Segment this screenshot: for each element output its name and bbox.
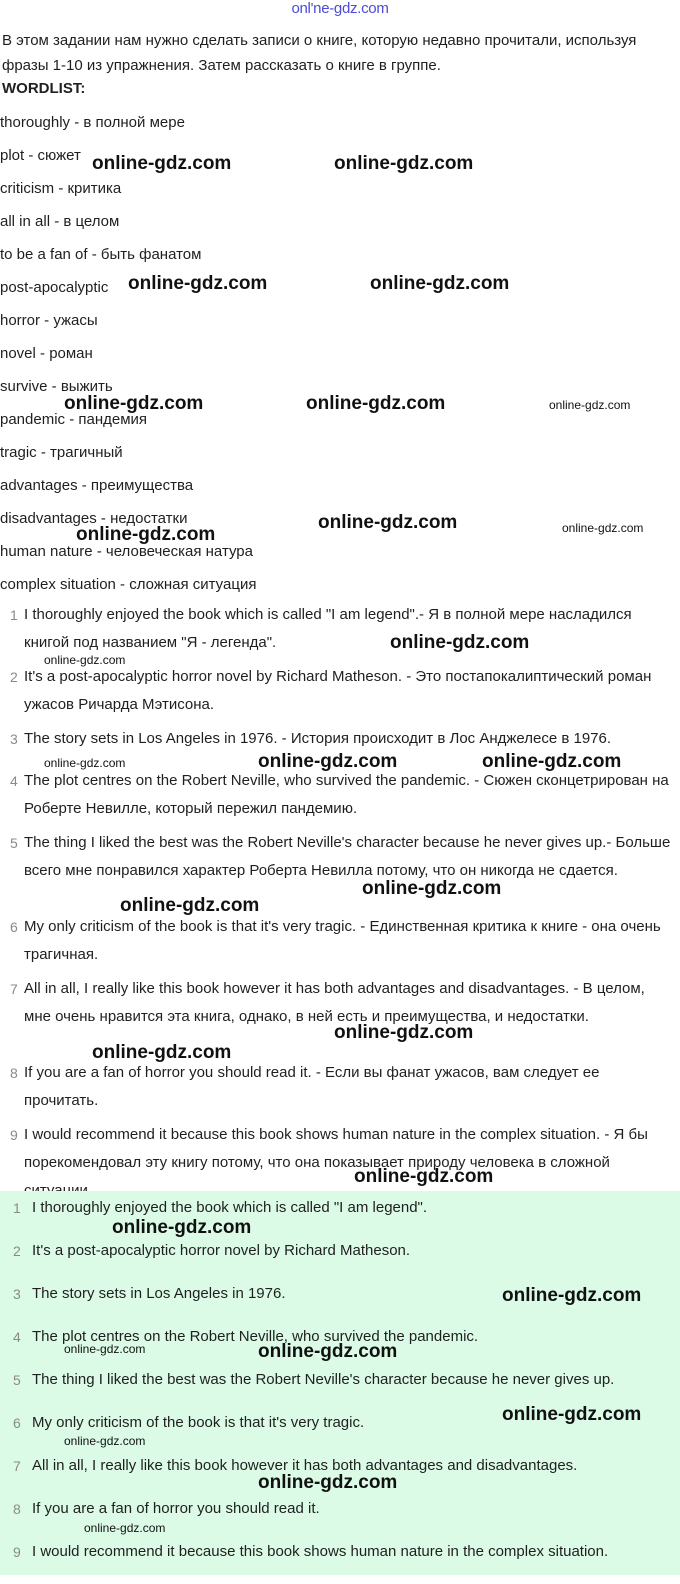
list-item xyxy=(0,1197,680,1240)
item-text: All in all, I really like this book however it has both advantages and disadvantages. - В целом, мне очень нравится эта книга, однако, в ней есть и преимущества, и недостатки. xyxy=(24,980,645,1025)
item-text: The thing I liked the best was the Robert Neville's character because he never gives up.- Больше всего мне понравился характер Роберта Невилла потому, что он никогда не сдается. xyxy=(24,834,671,879)
item-text: If you are a fan of horror you should read it. xyxy=(32,1500,320,1517)
watermark: online-gdz.com xyxy=(334,1022,474,1043)
item-text: The plot centres on the Robert Neville, who survived the pandemic. xyxy=(32,1328,479,1345)
item-number: 8 xyxy=(10,1065,18,1081)
wordlist-item: novel - роман xyxy=(0,345,93,362)
watermark: online-gdz.com xyxy=(258,1472,398,1493)
item-number: 2 xyxy=(13,1243,21,1259)
watermark: online-gdz.com xyxy=(549,398,631,412)
wordlist-item: pandemic - пандемия xyxy=(0,411,148,428)
watermark: online-gdz.com xyxy=(362,878,502,899)
item-number: 7 xyxy=(10,981,18,997)
watermark: online-gdz.com xyxy=(334,153,474,174)
wordlist-item: complex situation - сложная ситуация xyxy=(0,576,257,593)
watermark: online-gdz.com xyxy=(84,1521,166,1535)
watermark: online-gdz.com xyxy=(370,273,510,294)
wordlist-item: human nature - человеческая натура xyxy=(0,543,253,560)
item-number: 8 xyxy=(13,1501,21,1517)
wordlist-item: criticism - критика xyxy=(0,180,122,197)
item-text: It's a post-apocalyptic horror novel by Richard Matheson. - Это постапокалиптический роман ужасов Ричарда Мэтисона. xyxy=(24,668,652,713)
item-text: I thoroughly enjoyed the book which is called "I am legend". xyxy=(32,1199,428,1216)
list-item xyxy=(0,1121,680,1191)
item-text: The thing I liked the best was the Robert Neville's character because he never gives up. xyxy=(32,1371,615,1388)
wordlist-item: survive - выжить xyxy=(0,378,113,395)
wordlist-item: disadvantages - недостатки xyxy=(0,510,188,527)
item-number: 3 xyxy=(10,731,18,747)
watermark: online-gdz.com xyxy=(76,524,216,545)
list-item xyxy=(0,913,680,975)
item-number: 6 xyxy=(10,919,18,935)
item-number: 1 xyxy=(10,607,18,623)
item-number: 4 xyxy=(10,773,18,789)
task-description: В этом задании нам нужно сделать записи о книге, которую недавно прочитали, используя фразы 1-10 из упражнения. Затем рассказать о книге в группе. xyxy=(2,32,637,74)
item-text: It's a post-apocalyptic horror novel by Richard Matheson. xyxy=(32,1242,411,1259)
item-text: All in all, I really like this book however it has both advantages and disadvantages. xyxy=(32,1457,578,1474)
item-number: 3 xyxy=(13,1286,21,1302)
watermark: online-gdz.com xyxy=(390,632,530,653)
item-number: 5 xyxy=(10,835,18,851)
watermark: online-gdz.com xyxy=(92,1042,232,1063)
watermark: online-gdz.com xyxy=(306,393,446,414)
site-header[interactable]: onl'ne-gdz.com xyxy=(291,0,389,17)
list-item xyxy=(0,829,680,913)
item-number: 5 xyxy=(13,1372,21,1388)
watermark: online-gdz.com xyxy=(482,751,622,772)
watermark: online-gdz.com xyxy=(128,273,268,294)
watermark: online-gdz.com xyxy=(562,521,644,535)
wordlist-item: all in all - в целом xyxy=(0,213,120,230)
wordlist-item: tragic - трагичный xyxy=(0,444,123,461)
watermark: online-gdz.com xyxy=(502,1404,642,1425)
wordlist-item: horror - ужасы xyxy=(0,312,98,329)
watermark: online-gdz.com xyxy=(64,1342,146,1356)
wordlist-item: thoroughly - в полной мере xyxy=(0,114,185,131)
watermark: online-gdz.com xyxy=(258,751,398,772)
item-text: My only criticism of the book is that it's very tragic. - Единственная критика к книге - она очень трагичная. xyxy=(24,918,661,963)
item-number: 6 xyxy=(13,1415,21,1431)
item-text: My only criticism of the book is that it's very tragic. xyxy=(32,1414,365,1431)
list-item xyxy=(0,1240,680,1283)
list-item xyxy=(0,663,680,725)
watermark: online-gdz.com xyxy=(44,653,126,667)
item-number: 9 xyxy=(13,1544,21,1560)
item-text: The story sets in Los Angeles in 1976. - История происходит в Лос Анджелесе в 1976. xyxy=(24,730,612,747)
item-text: The story sets in Los Angeles in 1976. xyxy=(32,1285,286,1302)
watermark: online-gdz.com xyxy=(354,1166,494,1187)
watermark: online-gdz.com xyxy=(258,1341,398,1362)
watermark: online-gdz.com xyxy=(318,512,458,533)
item-number: 7 xyxy=(13,1458,21,1474)
wordlist-item: plot - сюжет xyxy=(0,147,81,164)
list-item xyxy=(0,1059,680,1121)
watermark: online-gdz.com xyxy=(92,153,232,174)
item-number: 2 xyxy=(10,669,18,685)
wordlist-item: to be a fan of - быть фанатом xyxy=(0,246,202,263)
translated-sentences-list xyxy=(0,601,680,1191)
list-item xyxy=(0,1541,680,1584)
watermark: online-gdz.com xyxy=(44,756,126,770)
watermark: online-gdz.com xyxy=(64,1434,146,1448)
item-text: If you are a fan of horror you should read it. - Если вы фанат ужасов, вам следует ее прочитать. xyxy=(24,1064,600,1109)
item-number: 9 xyxy=(10,1127,18,1143)
watermark: online-gdz.com xyxy=(120,895,260,916)
item-number: 1 xyxy=(13,1200,21,1216)
item-text: I would recommend it because this book shows human nature in the complex situation. - Я бы порекомендовал эту книгу потому, что она показывает природу человека в сложной xyxy=(24,1126,648,1171)
watermark: online-gdz.com xyxy=(502,1285,642,1306)
item-text: The plot centres on the Robert Neville, who survived the pandemic. - Сюжен сконцетрирован на Роберте Невилле, который пережил пандемию. xyxy=(24,772,669,817)
watermark: online-gdz.com xyxy=(64,393,204,414)
wordlist-item: advantages - преимущества xyxy=(0,477,194,494)
list-item xyxy=(0,767,680,829)
item-number: 4 xyxy=(13,1329,21,1345)
item-text: I would recommend it because this book shows human nature in the complex situation. xyxy=(32,1543,609,1560)
wordlist-item: post-apocalyptic xyxy=(0,279,109,296)
item-text: I thoroughly enjoyed the book which is called "I am legend".- Я в полной мере насладился книгой под названием "Я - легенда". xyxy=(24,606,632,651)
wordlist-title: WORDLIST: xyxy=(2,80,86,97)
watermark: online-gdz.com xyxy=(112,1217,252,1238)
